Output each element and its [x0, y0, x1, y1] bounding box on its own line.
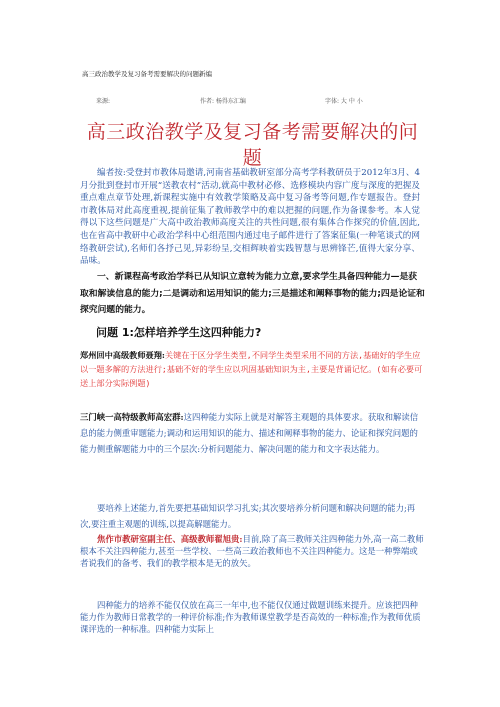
- question-one-heading: 问题 1:怎样培养学生这四种能力?: [96, 326, 262, 339]
- section-one-text: 一、新课程高考政治学科已从知识立意转为能力立意,要求学生具备四种能力—是获取和解读信息的能力;二是调动和运用知识的能力;三是描述和阐释事物的能力;四是论证和探究问题的能力。: [80, 272, 425, 315]
- source-label: 来源:: [96, 98, 111, 105]
- answer-gao-author: 三门峡一高特级教师高宏群:: [80, 412, 184, 422]
- answer-gao-followup-text: 要培养上述能力,首先要把基础知识学习扎实;其次要培养分析问题和解决问题的能力;再次,要注重主观题的训练,以提高解题能力。: [80, 503, 416, 530]
- section-one: [80, 269, 425, 319]
- editor-note: [80, 167, 420, 268]
- answer-gao-text: 这四种能力实际上就是对解答主观题的具体要求。获取和解读信息的能力侧重审题能力;调动和运用知识的能力、描述和阐释事物的能力、论证和探究问题的能力侧重解题能力中的三个层次:分析问题能力、解决问题的能力和文字表达能力。: [80, 412, 419, 455]
- author-label: 作者: 杨得东汇编: [200, 98, 246, 105]
- answer-zheng: [80, 348, 425, 390]
- answer-zheng-text: 关键在于区分学生类型,不同学生类型采用不同的方法,基础好的学生应以一题多解的方法进行;基础不好的学生应以巩固基础知识为主,主要是背诵记忆。(如有必要可送上部分实际例题): [80, 350, 423, 388]
- answer-zhai-text: 目前,除了高三教师关注四种能力外,高一高二教师根本不关注四种能力,甚至一些学校、一些高三政治教师也不关注四种能力。这是一种弊端或者说我们的备考、我们的教学根本是无的放矢。: [80, 534, 424, 569]
- answer-zhai-author: 焦作市教研室副主任、高级教师翟旭贵:: [97, 534, 243, 544]
- editor-note-text: 编者按:受登封市教体局邀请,河南省基础教研室部分高考学科教研员于2012年3月、4月分批到登封市开展“送教农村”活动,就高中教材必修、选修模块内容广度与深度的把握及重点难点章节处理,新课程实施中有效教学策略及高中复习备考等问题,作专题报告。登封市教体局对此高度重视,提前征集了教师教学中的难以把握的问题,作为备课参考。本人觉得以下这些问题是广大高中政治教师高度关注的共性问题,很有集体合作探究的价值,因此,也在省高中教研中心政治学科中心组范围内通过电子邮件进行了答案征集(一种笔谈式的网络教研尝试),名师们各抒己见,异彩纷呈,交相辉映着实践智慧与思辨锋芒,值得大家分享、品味。: [80, 168, 420, 267]
- answer-zhai-followup: [80, 599, 425, 636]
- main-heading-line1: 高三政治教学及复习备考需要解决的问: [86, 121, 419, 143]
- answer-zhai: [80, 533, 425, 570]
- answer-gao: [80, 409, 425, 458]
- font-size-selector[interactable]: 字体: 大 中 小: [325, 98, 363, 105]
- answer-gao-followup: [80, 500, 425, 532]
- answer-zhai-followup-text: 四种能力的培养不能仅仅放在高三一年中,也不能仅仅通过做题训练来提升。应该把四种能力作为教师日常教学的一种评价标准;作为教师课堂教学是否高效的一种标准;作为教师优质课评选的一种标准。四种能力实际上: [80, 600, 421, 635]
- main-heading-line2: 题: [242, 147, 263, 169]
- document-title: 高三政治教学及复习备考需要解决的问题新编: [82, 70, 212, 78]
- answer-zheng-author: 郑州回中高级教师聂翔:: [80, 350, 165, 360]
